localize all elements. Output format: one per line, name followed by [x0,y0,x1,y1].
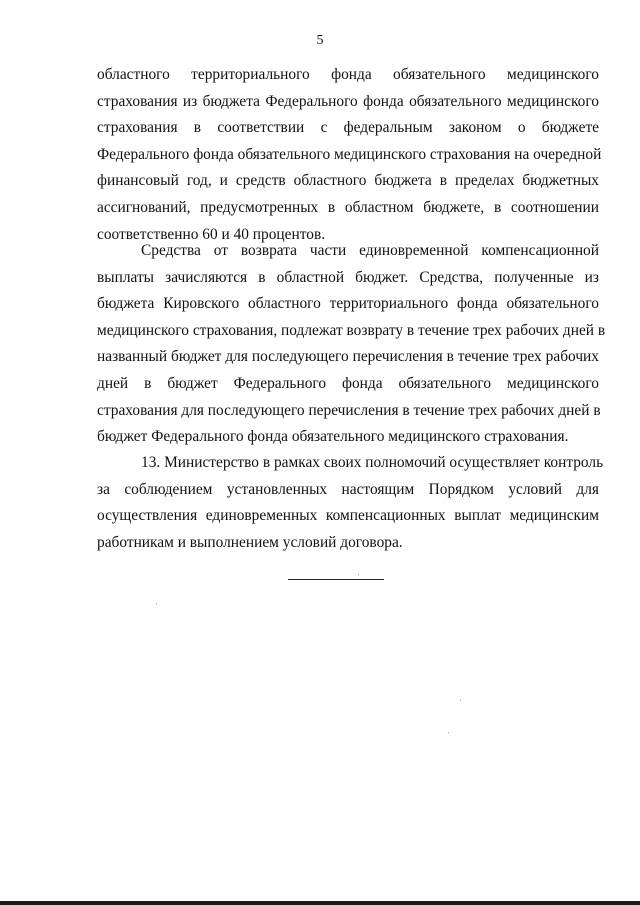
paragraph-refund [97,238,606,451]
scan-speck [448,732,449,733]
text-line: за соблюдением установленных настоящим Порядком условий для [97,480,599,498]
text-line: названный бюджет для последующего перечисления в течение трех рабочих [97,348,599,366]
text-line: страхования из бюджета Федерального фонда обязательного медицинского [97,92,599,110]
text-line: областного территориального фонда обязательного медицинского [97,66,599,83]
scan-speck [460,700,461,701]
text-line: страхования для последующего перечисления в течение трех рабочих дней в [97,401,601,419]
text-line: Средства от возврата части единовременной компенсационной [141,242,599,259]
paragraph-item-13 [97,450,604,556]
text-line: работникам и выполнением условий договора. [97,533,403,551]
scan-speck [358,574,359,575]
page-number: 5 [316,33,324,48]
text-line: осуществления единовременных компенсационных выплат медицинским [97,507,599,525]
text-line: медицинского страхования, подлежат возврату в течение трех рабочих дней в [97,321,606,339]
scan-bottom-edge [0,901,640,905]
text-line: Федерального фонда обязательного медицинского страхования на очередной [97,145,602,163]
text-line: страхования в соответствии с федеральным законом о бюджете [97,119,599,137]
text-line: бюджет Федерального фонда обязательного медицинского страхования. [97,428,569,446]
text-line: финансовый год, и средств областного бюджета в пределах бюджетных [97,172,599,190]
text-line: ассигнований, предусмотренных в областном бюджете, в соотношении [97,198,599,216]
end-of-document-rule [288,579,384,580]
paragraph-funding-sources [97,62,602,248]
text-line: дней в бюджет Федерального фонда обязательного медицинского [97,374,599,392]
text-line: бюджета Кировского областного территориального фонда обязательного [97,295,599,313]
text-line: соответственно 60 и 40 процентов. [97,225,326,243]
scan-speck [156,603,157,604]
text-line: 13. Министерство в рамках своих полномочий осуществляет контроль [141,454,604,471]
text-line: выплаты зачисляются в областной бюджет. Средства, полученные из [97,268,599,286]
